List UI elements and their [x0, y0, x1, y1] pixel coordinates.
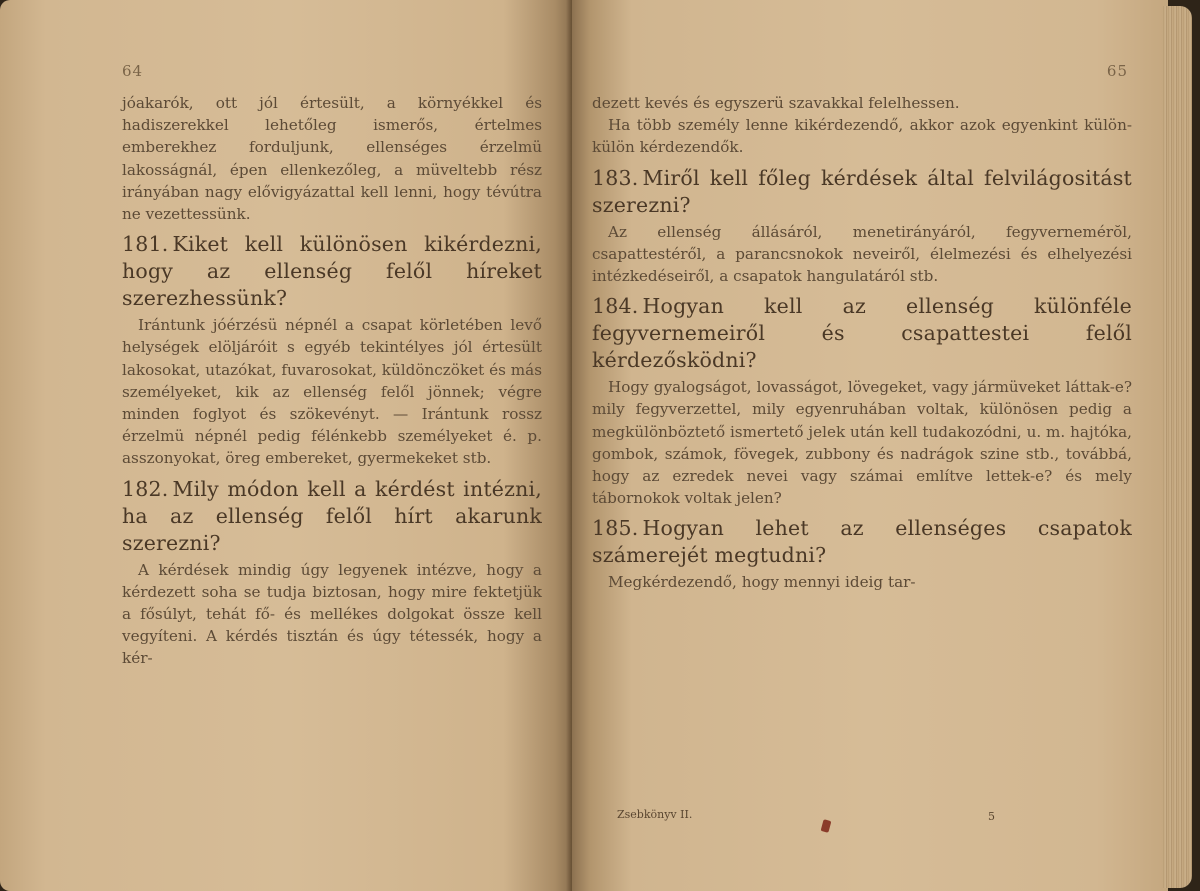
- right-page-content: [592, 92, 1132, 594]
- question-text: Miről kell főleg kérdések által felvilágositást szerezni?: [592, 165, 1132, 217]
- question-heading: [592, 293, 1132, 374]
- question-heading: [122, 231, 542, 312]
- right-page: [572, 0, 1168, 891]
- page-edges: [1162, 6, 1192, 888]
- question-text: Kiket kell különösen kikérdezni, hogy az ellenség felől híreket szerezhessünk?: [122, 232, 542, 311]
- question-number: 182.: [122, 476, 169, 501]
- question-text: Hogyan lehet az ellenséges csapatok számerejét megtudni?: [592, 516, 1132, 568]
- question-heading: [592, 515, 1132, 569]
- question-heading: [592, 165, 1132, 219]
- body-paragraph: Ha több személy lenne kikérdezendő, akkor azok egyenkint külön-külön kérdezendők.: [592, 116, 1132, 157]
- question-text: Hogyan kell az ellenség különféle fegyvernemeiről és csapattestei felől kérdezősködni?: [592, 294, 1132, 373]
- body-paragraph: dezett kevés és egyszerü szavakkal felelhessen.: [592, 94, 960, 112]
- body-paragraph: Megkérdezendő, hogy mennyi ideig tar-: [608, 573, 916, 592]
- ink-mark: [821, 819, 832, 833]
- body-paragraph: Az ellenség állásáról, menetirányáról, fegyvernemérŏl, csapattestéről, a parancsnokok neveiről, élelmezési és elhelyezési intézkedéseiről, a csapatok hangulatáról stb.: [592, 222, 1132, 286]
- right-page-number: 65: [1106, 62, 1128, 80]
- question-number: 185.: [592, 516, 639, 541]
- body-paragraph: Hogy gyalogságot, lovasságot, lövegeket, vagy jármüveket láttak-e? mily fegyverzettel, mily egyenruhában voltak, különösen pedig a megkülönböztető ismertető jelek után kell tudakozódni, u. m. hajtóka, gombok, számok, fövegek, zubbony és nadrágok szine stb., továbbá, hogy az ezredek nevei vagy számai említve lettek-e? és mely tábornokok voltak jelen?: [592, 378, 1132, 508]
- body-paragraph: Irántunk jóérzésü népnél a csapat körletében levő helységek elöljáróit s egyéb tekintélyes jól értesült lakosokat, utazókat, fuvarosokat, küldönczöket és más személyeket, kik az ellenség felől jönnek; végre minden foglyot és szökevényt. — Irántunk rossz érzelmü népnél pedig félénkebb személyeket é. p. asszonyokat, öreg embereket, gyermekeket stb.: [122, 316, 542, 468]
- question-text: Mily módon kell a kérdést intézni, ha az ellenség felől hírt akarunk szerezni?: [122, 476, 542, 555]
- left-page-number: 64: [122, 62, 144, 80]
- question-number: 184.: [592, 294, 639, 319]
- body-paragraph: A kérdések mindig úgy legyenek intézve, hogy a kérdezett soha se tudja biztosan, hogy mire fektetjük a fősúlyt, tehát fő- és mellékes dolgokat össze kell vegyíteni. A kérdés tisztán és úgy tétessék, hogy a kér-: [122, 560, 542, 668]
- question-number: 181.: [122, 232, 169, 257]
- left-page-content: [122, 92, 542, 670]
- question-heading: [122, 476, 542, 557]
- body-paragraph: jóakarók, ott jól értesült, a környékkel és hadiszerekkel lehetőleg ismerős, értelmes emberekhez forduljunk, ellenséges érzelmü lakosságnál, épen ellenkezőleg, a müveltebb rész irányában nagy elővigyázattal kell lenni, hogy tévútra ne vezettessünk.: [122, 94, 542, 224]
- page-footer: Zsebkönyv II.: [617, 808, 693, 821]
- question-number: 183.: [592, 165, 639, 190]
- signature-mark: 5: [988, 810, 995, 823]
- left-page: [0, 0, 572, 891]
